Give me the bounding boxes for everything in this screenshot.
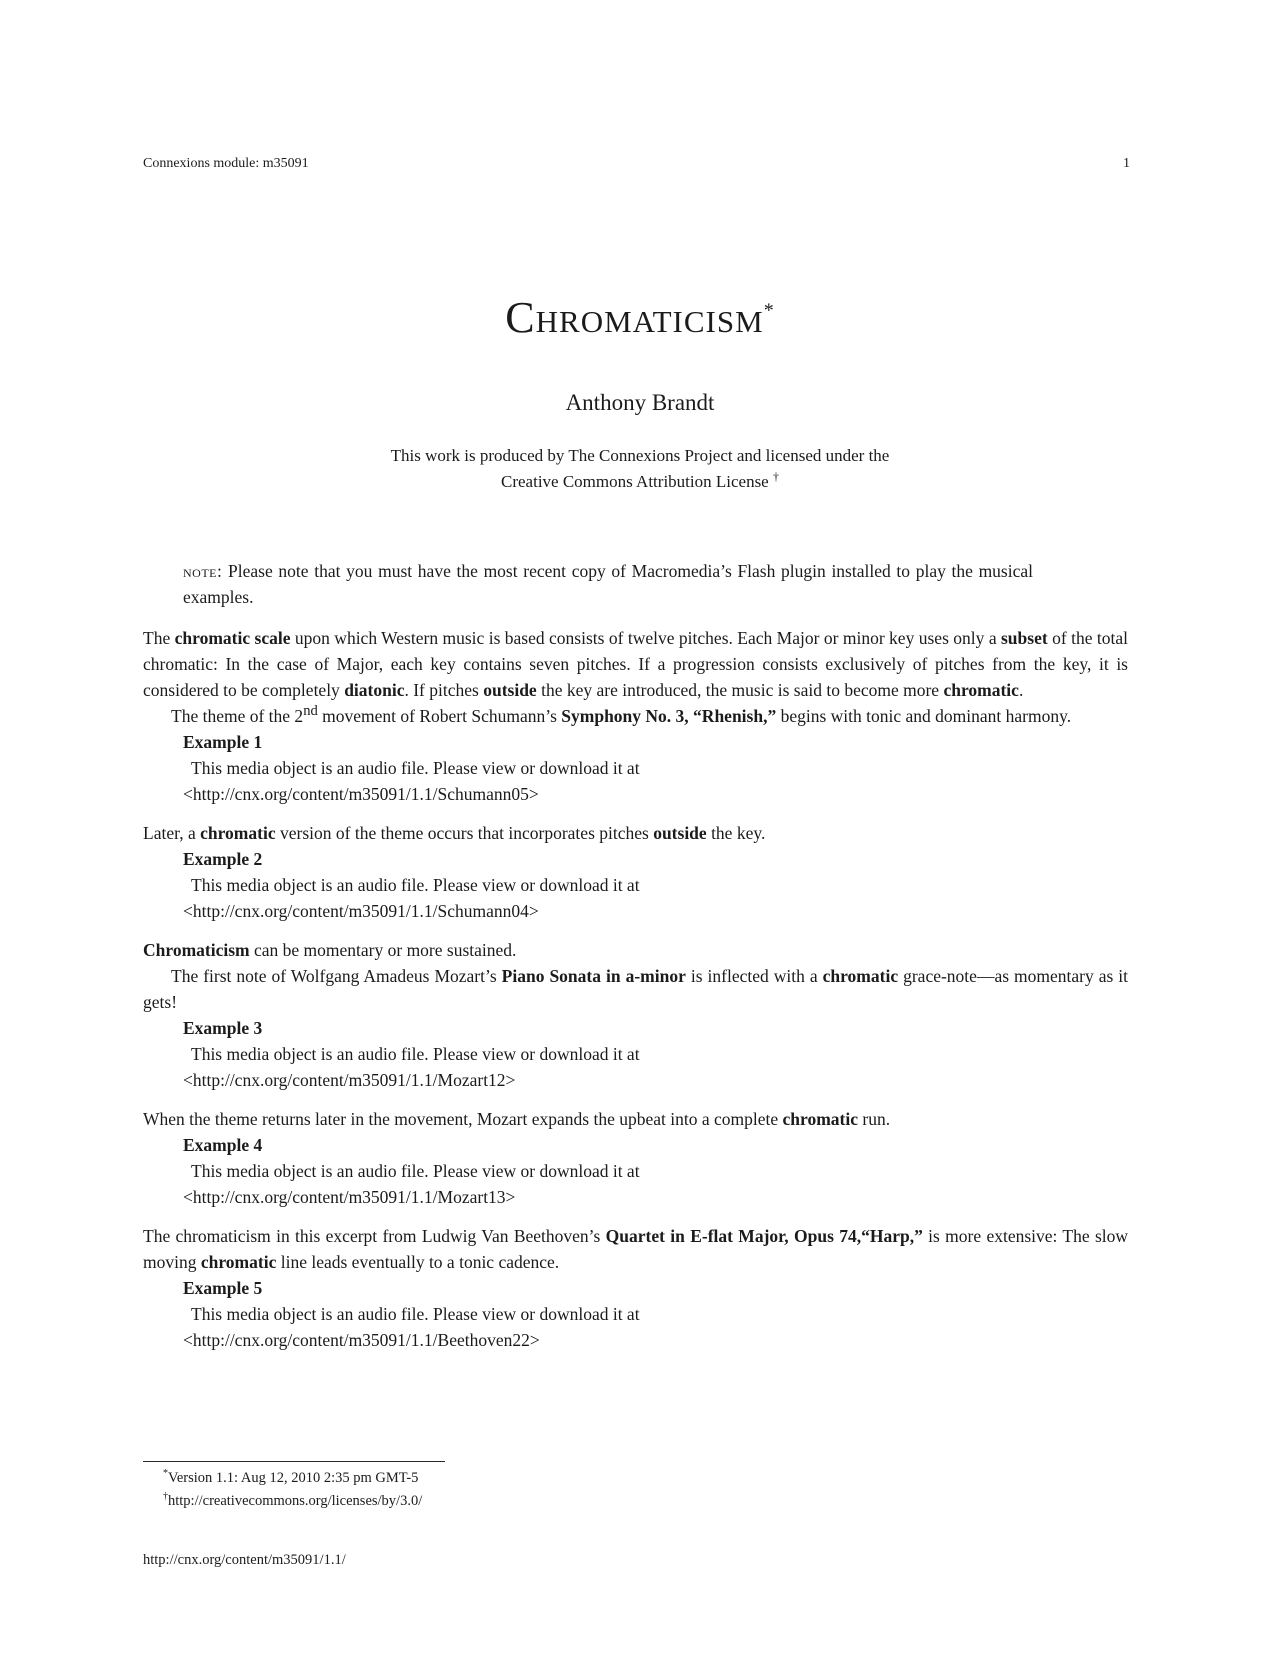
license-statement [0,443,1280,495]
body-paragraph: Later, a chromatic version of the theme occurs that incorporates pitches outside the key. [143,823,766,843]
example-block [183,846,1128,924]
example-label: Example 5 [183,1278,263,1298]
footnote-version-text: Version 1.1: Aug 12, 2010 2:35 pm GMT-5 [168,1470,419,1486]
title-footnote-mark: * [763,299,775,322]
license-line2-text: Creative Commons Attribution License [501,472,769,491]
header-page-number: 1 [1123,156,1130,171]
example-label: Example 3 [183,1018,263,1038]
example-label: Example 2 [183,849,263,869]
example-block [183,1015,1128,1093]
media-url-link[interactable]: <http://cnx.org/content/m35091/1.1/Schumann04> [183,901,539,921]
media-url-link[interactable]: <http://cnx.org/content/m35091/1.1/Mozart13> [183,1187,516,1207]
media-description: This media object is an audio file. Please view or download it at [191,1304,640,1324]
example-label: Example 1 [183,732,263,752]
body-paragraph: The first note of Wolfgang Amadeus Mozart’s Piano Sonata in a-minor is inflected with a chromatic grace-note—as momentary as it gets! [143,966,1129,1012]
document-content [143,558,1128,1353]
example-label: Example 4 [183,1135,263,1155]
note-label: note: [183,561,223,581]
example-block [183,1275,1128,1353]
media-description: This media object is an audio file. Please view or download it at [191,875,640,895]
example-block [183,729,1128,807]
media-description: This media object is an audio file. Please view or download it at [191,1044,640,1064]
page-title [0,292,1280,343]
running-header [143,156,1130,172]
footnote-license-url[interactable] [143,1490,843,1513]
body-paragraph: The chromaticism in this excerpt from Ludwig Van Beethoven’s Quartet in E-flat Major, Opus 74,“Harp,” is more extensive: The slow moving chromatic line leads eventually to a tonic cadence. [143,1226,1129,1272]
license-footnote-mark: † [772,469,779,484]
body-paragraph: The chromatic scale upon which Western music is based consists of twelve pitches. Each Major or minor key uses only a subset of the total chromatic: In the case of Major, each key contains seven pitches. If a progression consists exclusively of pitches from the key, it is considered to be completely diatonic. If pitches outside the key are introduced, the music is said to become more chromatic. [143,628,1128,700]
license-line1: This work is produced by The Connexions Project and licensed under the [390,446,890,465]
body-paragraph: Chromaticism can be momentary or more sustained. [143,940,517,960]
note-text: Please note that you must have the most recent copy of Macromedia’s Flash plugin installed to play the musical examples. [183,561,1034,607]
footnote-license-url-text: http://creativecommons.org/licenses/by/3.0/ [168,1493,423,1509]
media-description: This media object is an audio file. Please view or download it at [191,758,640,778]
media-description: This media object is an audio file. Please view or download it at [191,1161,640,1181]
footnote-version [143,1467,843,1490]
footnote-asterisk-mark: * [163,1468,168,1480]
media-url-link[interactable]: <http://cnx.org/content/m35091/1.1/Schumann05> [183,784,539,804]
license-line2 [0,469,1280,495]
footer-module-url[interactable]: http://cnx.org/content/m35091/1.1/ [143,1552,346,1568]
example-block [183,1132,1128,1210]
footnote-rule [143,1461,445,1462]
body-paragraph: The theme of the 2nd movement of Robert Schumann’s Symphony No. 3, “Rhenish,” begins with tonic and dominant harmony. [171,703,1072,726]
media-url-link[interactable]: <http://cnx.org/content/m35091/1.1/Beethoven22> [183,1330,540,1350]
footnotes [143,1467,843,1513]
page-title-text: Chromaticism [505,293,764,342]
note-block [183,558,1033,610]
footnote-dagger-mark: † [163,1491,168,1503]
header-module-id: Connexions module: m35091 [143,156,309,171]
media-url-link[interactable]: <http://cnx.org/content/m35091/1.1/Mozart12> [183,1070,516,1090]
body-paragraph: When the theme returns later in the movement, Mozart expands the upbeat into a complete chromatic run. [143,1109,891,1129]
author-name: Anthony Brandt [565,390,715,415]
